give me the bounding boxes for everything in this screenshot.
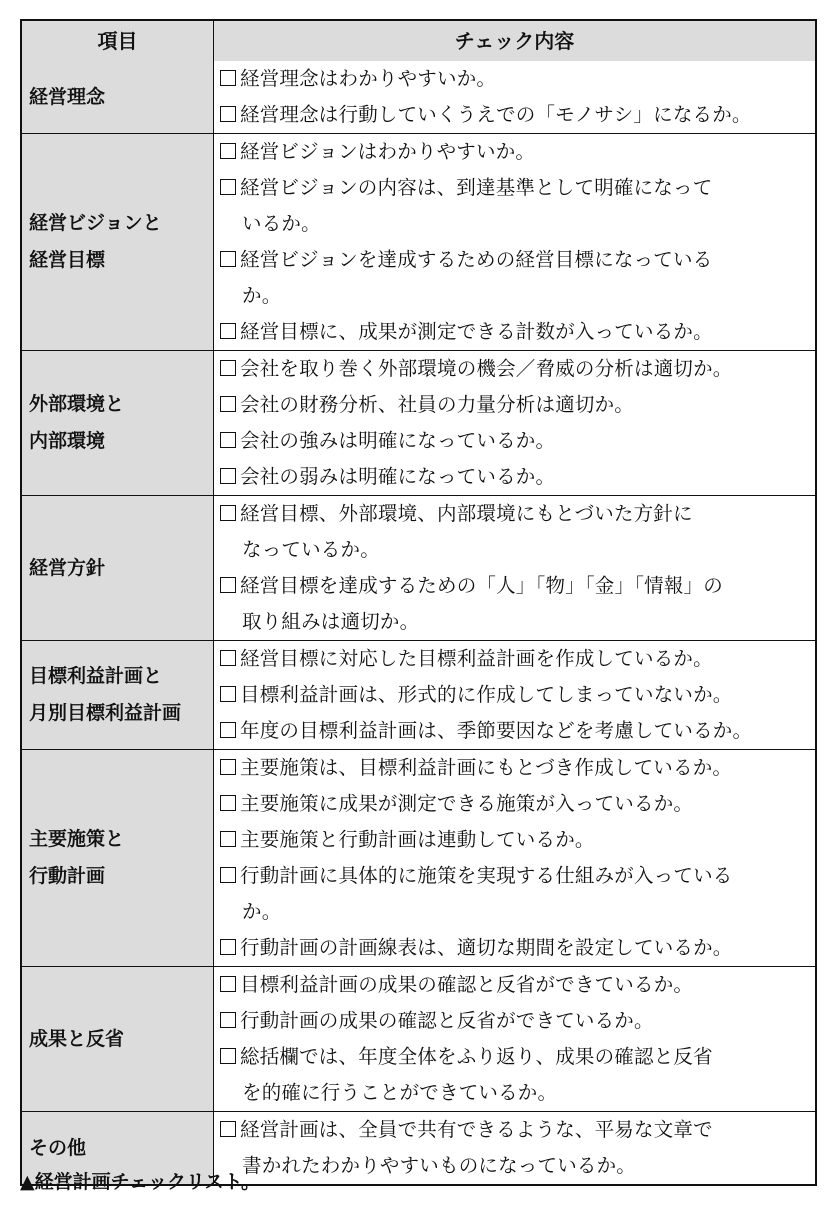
check-item-text: 目標利益計画は、形式的に作成してしまっていないか。 <box>240 683 733 706</box>
checkbox-icon[interactable] <box>220 70 236 86</box>
category-cell <box>22 351 214 495</box>
table-header <box>22 21 815 61</box>
check-item <box>220 351 811 387</box>
checkbox-icon[interactable] <box>220 867 236 883</box>
table-row <box>22 350 815 495</box>
check-item <box>220 387 811 423</box>
check-item <box>220 641 811 677</box>
check-item-continuation: 取り組みは適切か。 <box>242 610 420 633</box>
check-item-text: 経営目標に、成果が測定できる計数が入っているか。 <box>240 320 713 343</box>
check-items-cell <box>214 61 815 133</box>
checkbox-icon[interactable] <box>220 1012 236 1028</box>
header-check-column: チェック内容 <box>214 21 815 61</box>
checkbox-icon[interactable] <box>220 179 236 195</box>
check-item-continuation: いるか。 <box>242 212 321 235</box>
check-item-text: 行動計画の成果の確認と反省ができているか。 <box>240 1009 654 1032</box>
check-item <box>220 170 811 242</box>
category-cell <box>22 61 214 133</box>
checkbox-icon[interactable] <box>220 468 236 484</box>
checkbox-icon[interactable] <box>220 432 236 448</box>
category-cell <box>22 641 214 749</box>
checkbox-icon[interactable] <box>220 360 236 376</box>
header-item-column: 項目 <box>22 21 214 61</box>
checkbox-icon[interactable] <box>220 106 236 122</box>
category-label: 主要施策と <box>29 828 125 850</box>
checkbox-icon[interactable] <box>220 939 236 955</box>
check-item <box>220 496 811 568</box>
category-label: 月別目標利益計画 <box>29 702 182 724</box>
check-item <box>220 858 811 930</box>
check-item <box>220 677 811 713</box>
category-label: 経営ビジョンと <box>29 212 162 234</box>
table-row <box>22 749 815 966</box>
checkbox-icon[interactable] <box>220 650 236 666</box>
check-items-cell <box>214 134 815 350</box>
check-item <box>220 314 811 350</box>
check-item-text: 経営ビジョンの内容は、到達基準として明確になって <box>240 176 713 199</box>
category-label: 外部環境と <box>29 393 125 415</box>
checkbox-icon[interactable] <box>220 686 236 702</box>
check-item <box>220 930 811 966</box>
category-label: 成果と反省 <box>29 1027 125 1050</box>
checkbox-icon[interactable] <box>220 323 236 339</box>
check-item <box>220 568 811 640</box>
check-item-text: 年度の目標利益計画は、季節要因などを考慮しているか。 <box>240 719 753 742</box>
check-items-cell <box>214 641 815 749</box>
checkbox-icon[interactable] <box>220 577 236 593</box>
check-item-text: 会社の弱みは明確になっているか。 <box>240 465 556 488</box>
check-item-text: 経営目標に対応した目標利益計画を作成しているか。 <box>240 647 713 670</box>
check-item <box>220 423 811 459</box>
check-item-text: 主要施策に成果が測定できる施策が入っているか。 <box>240 792 694 815</box>
category-label: 経営方針 <box>29 556 106 579</box>
check-item <box>220 967 811 1003</box>
check-items-cell <box>214 750 815 966</box>
checkbox-icon[interactable] <box>220 831 236 847</box>
check-item-continuation: を的確に行うことができているか。 <box>242 1081 558 1104</box>
category-label: 経営目標 <box>29 249 106 271</box>
check-items-cell <box>214 967 815 1111</box>
check-item-text: 行動計画の計画線表は、適切な期間を設定しているか。 <box>240 936 733 959</box>
checkbox-icon[interactable] <box>220 1048 236 1064</box>
check-item-text: 経営ビジョンを達成するための経営目標になっている <box>240 248 713 271</box>
check-item <box>220 97 811 133</box>
table-row <box>22 133 815 350</box>
check-item-text: 主要施策と行動計画は連動しているか。 <box>240 828 595 851</box>
category-cell <box>22 496 214 640</box>
check-item-text: 経営計画は、全員で共有できるような、平易な文章で <box>240 1118 713 1141</box>
category-label: 経営理念 <box>29 85 106 108</box>
checkbox-icon[interactable] <box>220 1121 236 1137</box>
check-item-continuation: なっているか。 <box>242 538 380 561</box>
check-item-text: 経営ビジョンはわかりやすいか。 <box>240 140 536 163</box>
table-row <box>22 495 815 640</box>
checkbox-icon[interactable] <box>220 505 236 521</box>
table-body <box>22 61 815 1184</box>
table-row <box>22 966 815 1111</box>
check-item-continuation: 書かれたわかりやすいものになっているか。 <box>242 1154 637 1177</box>
figure-caption: ▲経営計画チェックリスト。 <box>20 1171 260 1193</box>
checkbox-icon[interactable] <box>220 722 236 738</box>
category-cell <box>22 967 214 1111</box>
category-cell <box>22 750 214 966</box>
check-item <box>220 713 811 749</box>
checkbox-icon[interactable] <box>220 143 236 159</box>
check-item-continuation: か。 <box>242 900 282 923</box>
check-item-text: 会社の強みは明確になっているか。 <box>240 429 556 452</box>
check-item-text: 会社を取り巻く外部環境の機会／脅威の分析は適切か。 <box>240 357 733 380</box>
check-item-text: 目標利益計画の成果の確認と反省ができているか。 <box>240 973 694 996</box>
check-item <box>220 1039 811 1111</box>
checkbox-icon[interactable] <box>220 976 236 992</box>
check-item <box>220 61 811 97</box>
check-item-continuation: か。 <box>242 284 282 307</box>
check-item-text: 会社の財務分析、社員の力量分析は適切か。 <box>240 393 635 416</box>
category-label: 行動計画 <box>29 865 106 887</box>
category-label: 目標利益計画と <box>29 665 163 687</box>
checkbox-icon[interactable] <box>220 396 236 412</box>
check-item <box>220 786 811 822</box>
table-row <box>22 640 815 749</box>
check-item-text: 経営目標、外部環境、内部環境にもとづいた方針に <box>240 502 693 525</box>
check-item-text: 経営理念はわかりやすいか。 <box>240 67 497 90</box>
checkbox-icon[interactable] <box>220 251 236 267</box>
check-item <box>220 459 811 495</box>
checkbox-icon[interactable] <box>220 759 236 775</box>
check-item <box>220 242 811 314</box>
check-item-text: 行動計画に具体的に施策を実現する仕組みが入っている <box>240 864 733 887</box>
check-items-cell <box>214 1112 815 1184</box>
check-item <box>220 134 811 170</box>
check-items-cell <box>214 496 815 640</box>
check-item <box>220 1003 811 1039</box>
check-item <box>220 822 811 858</box>
checklist-table <box>20 19 817 1186</box>
category-cell <box>22 134 214 350</box>
check-item-text: 総括欄では、年度全体をふり返り、成果の確認と反省 <box>240 1045 713 1068</box>
check-item-text: 経営理念は行動していくうえでの「モノサシ」になるか。 <box>240 103 752 126</box>
category-label: 内部環境 <box>29 430 106 452</box>
check-item-text: 主要施策は、目標利益計画にもとづき作成しているか。 <box>240 756 733 779</box>
checkbox-icon[interactable] <box>220 795 236 811</box>
check-item <box>220 750 811 786</box>
check-item <box>220 1112 811 1184</box>
category-label: その他 <box>29 1136 87 1159</box>
table-row <box>22 61 815 133</box>
check-items-cell <box>214 351 815 495</box>
check-item-text: 経営目標を達成するための「人」「物」「金」「情報」の <box>240 574 723 597</box>
